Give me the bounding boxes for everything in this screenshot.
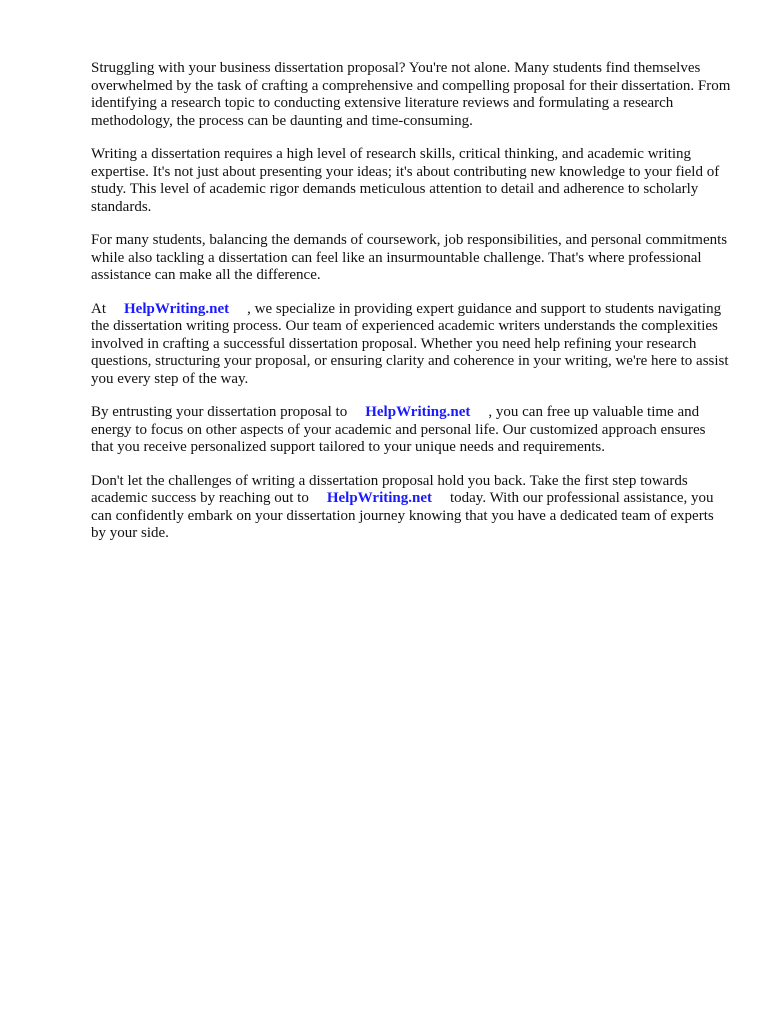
paragraph-text-before-link: Don't let the challenges of writing a dissertation proposal hold you back. Take the first step towards academic success by reaching out to	[91, 472, 688, 506]
paragraph-challenges: For many students, balancing the demands of coursework, job responsibilities, and personal commitments while also tackling a dissertation can feel like an insurmountable challenge. That's where professional assistance can make all the difference.	[91, 232, 728, 283]
helpwriting-link[interactable]: HelpWriting.net	[365, 404, 471, 420]
helpwriting-link[interactable]: HelpWriting.net	[124, 300, 230, 317]
paragraph-text-after-link: today. With our professional assistance, you can confidently embark on your dissertation journey knowing that you have a dedicated team of experts by your side.	[91, 490, 714, 541]
paragraph-service-intro	[91, 301, 731, 389]
paragraph-call-to-action	[91, 473, 731, 543]
helpwriting-link[interactable]: HelpWriting.net	[326, 490, 432, 506]
paragraph-requirements: Writing a dissertation requires a high level of research skills, critical thinking, and academic writing expertise. It's not just about presenting your ideas; it's about contributing new knowledge to your field of study. This level of academic rigor demands meticulous attention to detail and adherence to scholarly standards.	[91, 146, 720, 215]
paragraph-text-before-link: By entrusting your dissertation proposal to	[91, 404, 348, 420]
paragraph-text-before-link: At	[91, 300, 106, 317]
paragraph-intro: Struggling with your business dissertation proposal? You're not alone. Many students find themselves overwhelmed by the task of crafting a comprehensive and compelling proposal for their dissertation. From identifying a research topic to conducting extensive literature reviews and formulating a research methodology, the process can be daunting and time-consuming.	[91, 60, 731, 129]
paragraph-entrusting	[91, 404, 731, 457]
document-content	[91, 60, 731, 559]
paragraph-text-after-link: , we specialize in providing expert guidance and support to students navigating the dissertation writing process. Our team of experienced academic writers understands the complexities involved in crafting a successful dissertation proposal. Whether you need help refining your research questions, structuring your proposal, or ensuring clarity and coherence in your writing, we're here to assist you every step of the way.	[91, 300, 729, 387]
paragraph-text-after-link: , you can free up valuable time and energy to focus on other aspects of your academic and personal life. Our customized approach ensures that you receive personalized support tailored to your unique needs and requirements.	[91, 404, 706, 455]
